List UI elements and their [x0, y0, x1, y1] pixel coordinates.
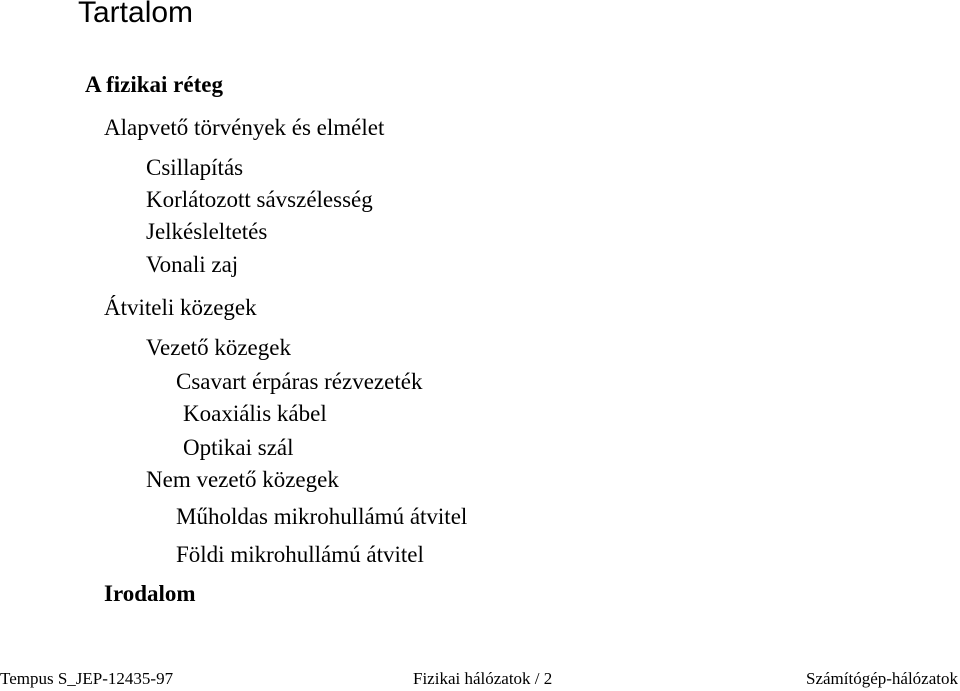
toc-item-line-noise: Vonali zaj: [146, 252, 239, 277]
toc-item-twisted-pair: Csavart érpáras rézvezeték: [176, 369, 423, 394]
toc-item-basic-laws: Alapvető törvények és elmélet: [104, 115, 385, 140]
footer-center: Fizikai hálózatok / 2: [413, 669, 553, 688]
toc-item-signal-delay: Jelkésleltetés: [146, 219, 268, 244]
toc-item-guided-media: Vezető közegek: [146, 335, 291, 360]
toc-item-transmission-media: Átviteli közegek: [104, 295, 257, 320]
footer-left: Tempus S_JEP-12435-97: [0, 669, 174, 688]
toc-item-terrestrial-microwave: Földi mikrohullámú átvitel: [176, 542, 424, 567]
toc-item-coaxial-cable: Koaxiális kábel: [183, 401, 327, 426]
toc-item-references: Irodalom: [104, 581, 196, 606]
page-title: Tartalom: [78, 0, 194, 29]
toc-item-unguided-media: Nem vezető közegek: [146, 467, 339, 492]
footer-right: Számítógép-hálózatok: [805, 669, 958, 688]
toc-item-satellite-microwave: Műholdas mikrohullámú átvitel: [176, 504, 468, 529]
toc-item-limited-bandwidth: Korlátozott sávszélesség: [146, 187, 373, 212]
toc-item-physical-layer: A fizikai réteg: [85, 72, 223, 97]
toc-item-optical-fiber: Optikai szál: [183, 435, 294, 460]
toc-item-attenuation: Csillapítás: [146, 155, 244, 180]
